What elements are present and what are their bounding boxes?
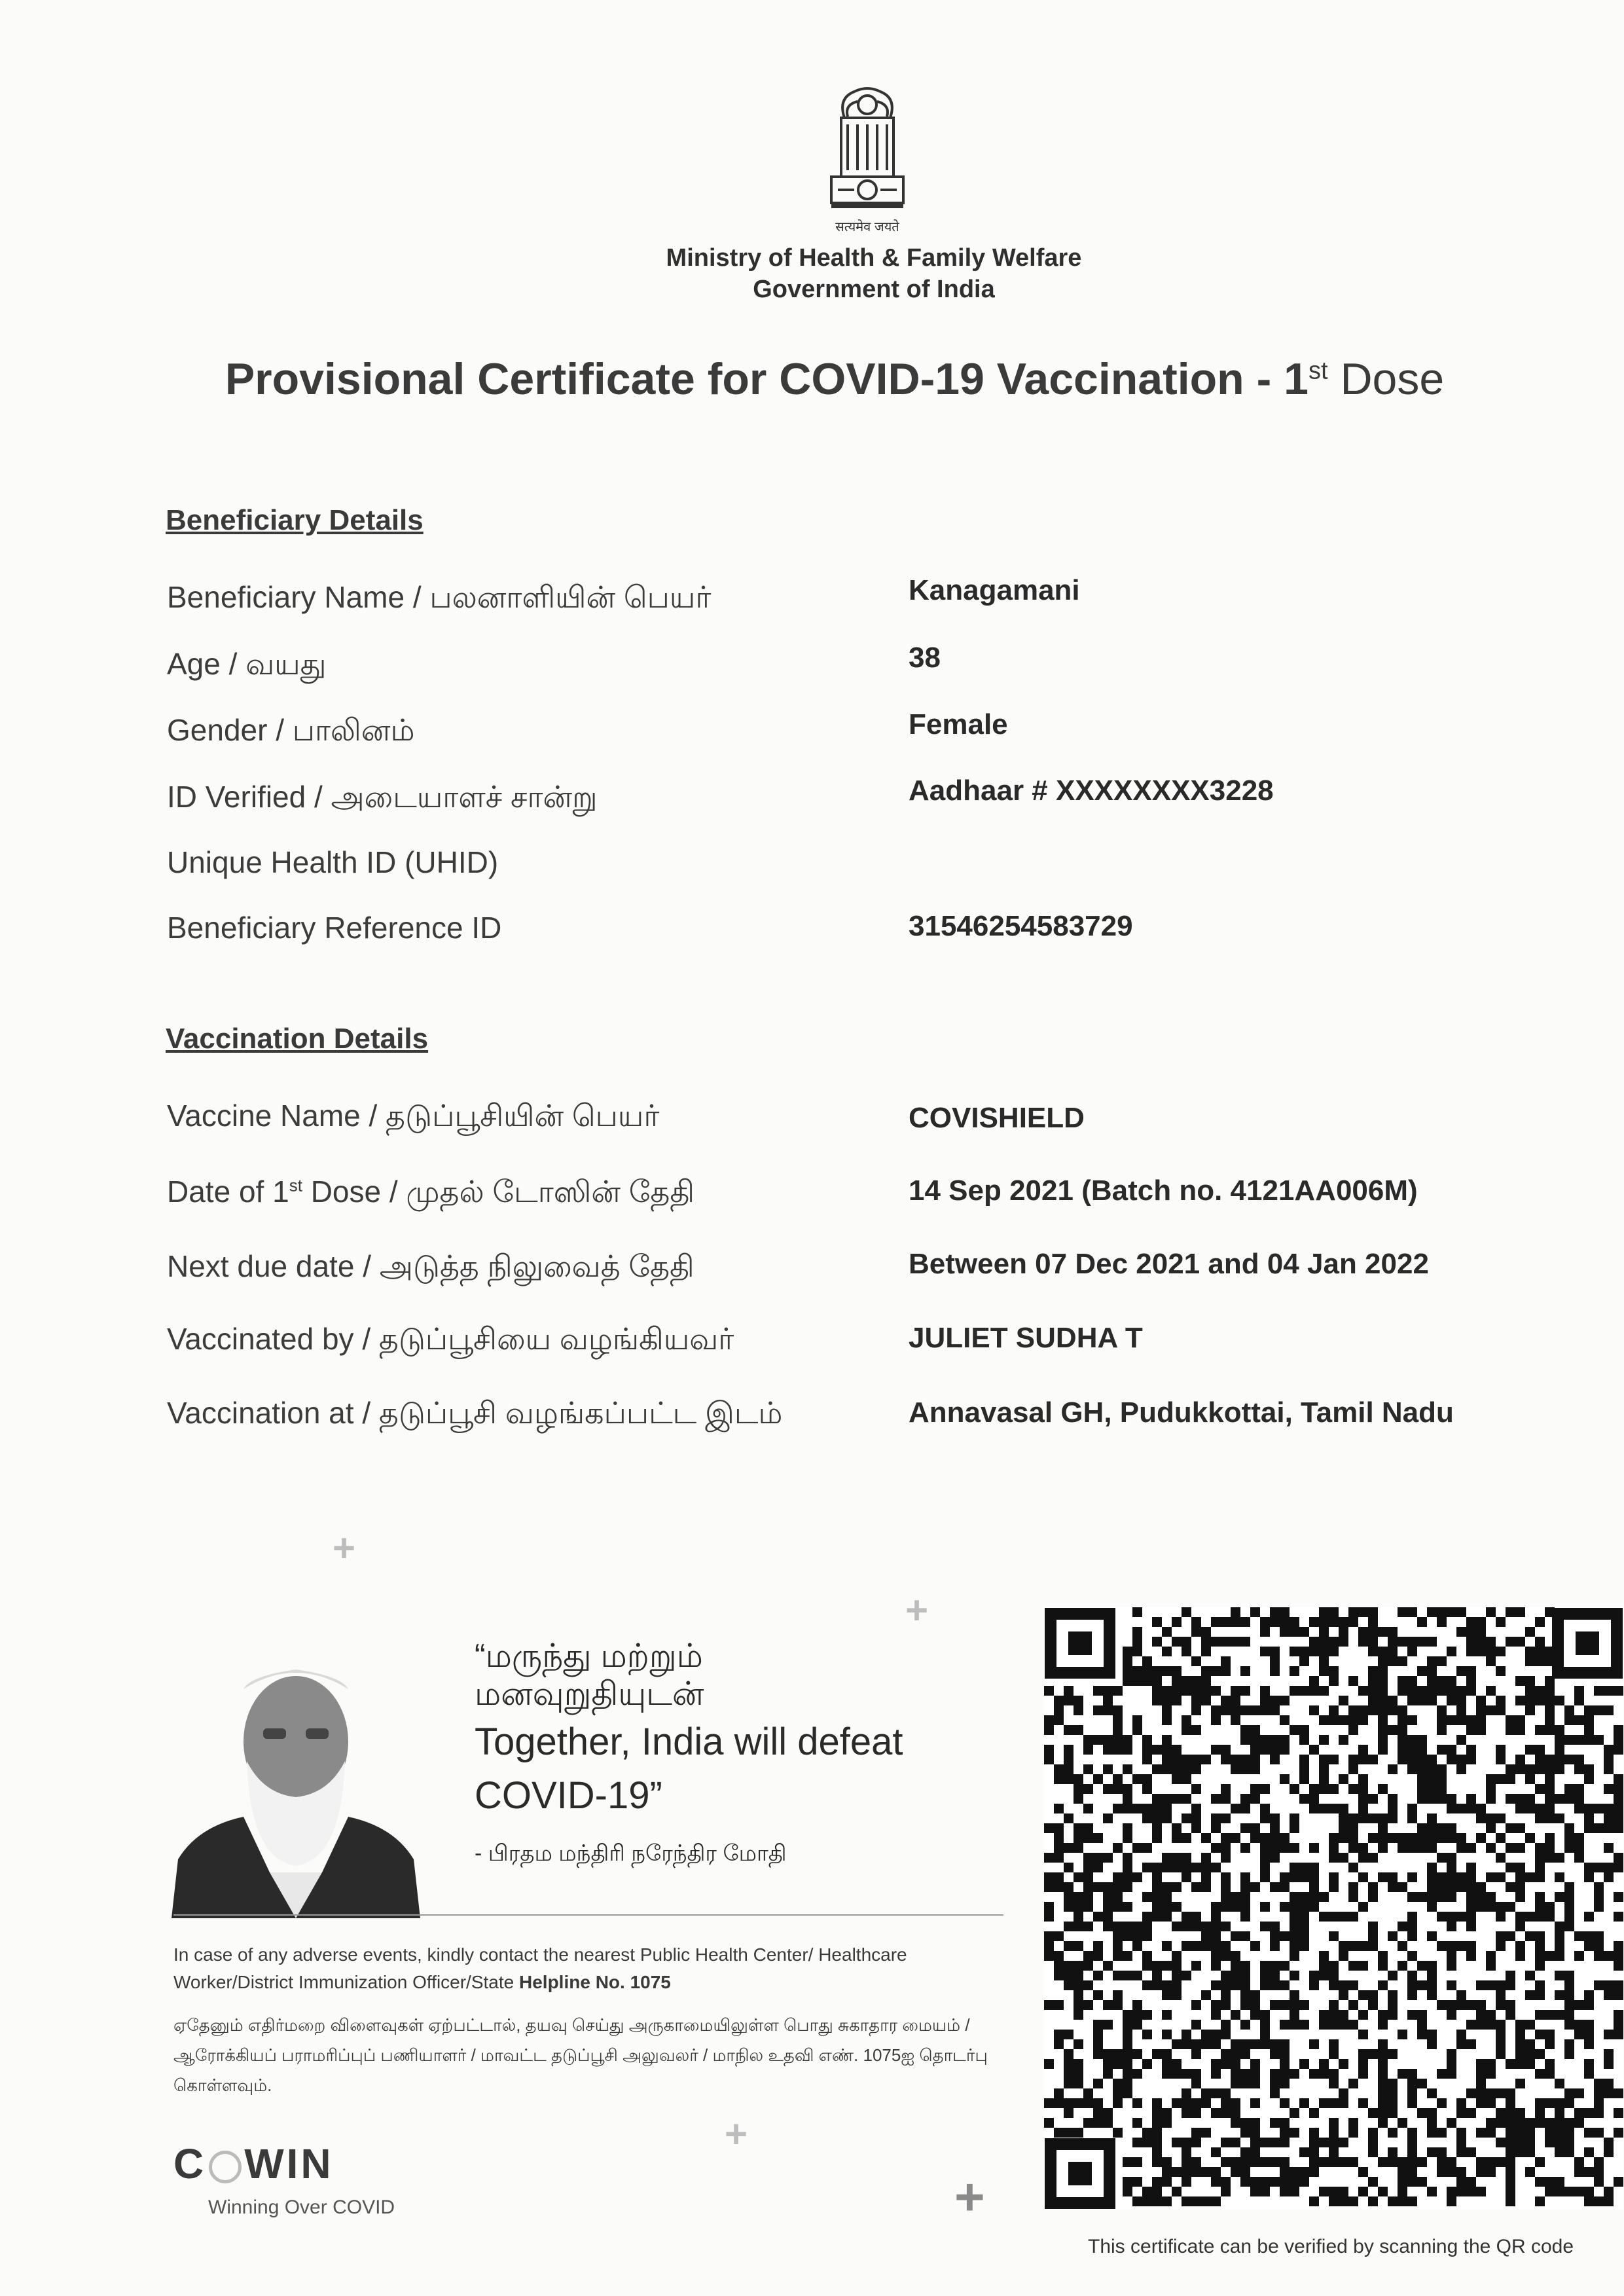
vaccinated-by-label: Vaccinated by / தடுப்பூசியை வழங்கியவர் [167,1322,734,1356]
quote-tamil-line1: “மருந்து மற்றும் [475,1637,703,1674]
first-dose-label-post: Dose / முதல் டோஸின் தேதி [302,1175,695,1209]
title-sup: st [1308,357,1328,385]
title-main: Provisional Certificate for COVID-19 Vaccination - 1 [225,354,1308,404]
next-due-date-value: Between 07 Dec 2021 and 04 Jan 2022 [909,1248,1429,1280]
next-due-date-label: Next due date / அடுத்த நிலுவைத் தேதி [167,1249,695,1283]
cowin-ring-icon [209,2151,242,2183]
vaccination-details-heading: Vaccination Details [166,1023,429,1055]
first-dose-label-pre: Date of 1 [167,1175,289,1209]
page-title [131,354,1538,405]
vaccinated-by-value: JULIET SUDHA T [909,1322,1143,1354]
gender-value: Female [909,708,1008,740]
advice-english-text: In case of any adverse events, kindly contact the nearest Public Health Center/ Healthcare Worker/District Immunization Officer/State [173,1944,907,1992]
cowin-logo [173,2140,334,2188]
vaccination-at-value: Annavasal GH, Pudukkottai, Tamil Nadu [909,1396,1454,1429]
plus-decoration-icon: + [725,2112,748,2156]
quote-attribution: - பிரதம மந்திரி நரேந்திர மோதி [475,1841,787,1866]
adverse-events-advice-tamil: ஏதேனும் எதிர்மறை விளைவுகள் ஏற்பட்டால், தயவு செய்து அருகாமையிலுள்ள பொது சுகாதார மையம் / ஆரோக்கியப் பராமரிப்புப் பணியாளர் / மாவட்ட தடுப்பூசி அலுவலர் / மாநில உதவி எண். 1075ஐ தொடர்பு கொள்ளவும். [173,2015,988,2095]
quote-english: Together, India will defeat COVID-19” [475,1721,903,1817]
cowin-logo-win: WIN [244,2140,334,2187]
beneficiary-details-heading: Beneficiary Details [166,504,424,536]
vaccine-name-label: Vaccine Name / தடுப்பூசியின் பெயர் [167,1099,660,1133]
cowin-logo-c: C [173,2140,207,2187]
title-dose: Dose [1340,354,1445,404]
beneficiary-name-label: Beneficiary Name / பலனாளியின் பெயர் [167,580,712,614]
divider [173,1914,1003,1916]
beneficiary-name-value: Kanagamani [909,574,1080,606]
plus-decoration-icon: + [333,1526,356,1570]
first-dose-date-label [167,1174,695,1214]
helpline-number: Helpline No. 1075 [519,1972,671,1992]
qr-code[interactable] [1044,1607,1623,2210]
government-line: Government of India [753,276,995,303]
cowin-tagline: Winning Over COVID [208,2196,395,2218]
gender-label: Gender / பாலினம் [167,713,415,747]
uhid-label: Unique Health ID (UHID) [167,845,499,879]
first-dose-label-sup: st [289,1175,302,1195]
reference-id-label: Beneficiary Reference ID [167,911,502,945]
id-verified-value: Aadhaar # XXXXXXXX3228 [909,774,1274,807]
ministry-line: Ministry of Health & Family Welfare [666,244,1082,272]
adverse-events-advice-english [173,1941,985,1996]
plus-decoration-icon: + [954,2168,985,2226]
emblem-motto: सत्यमेव जयते [835,220,899,234]
plus-decoration-icon: + [905,1588,929,1632]
verify-note: This certificate can be verified by scanning the QR code [1088,2236,1574,2257]
vaccination-at-label: Vaccination at / தடுப்பூசி வழங்கப்பட்ட இடம் [167,1396,783,1430]
vaccine-name-value: COVISHIELD [909,1102,1085,1134]
id-verified-label: ID Verified / அடையாளச் சான்று [167,780,598,814]
age-label: Age / வயது [167,647,327,681]
age-value: 38 [909,642,941,674]
reference-id-value: 31546254583729 [909,910,1133,942]
quote-tamil-line2: மனவுறுதியுடன் [475,1675,704,1712]
quote-tamil [475,1637,998,1713]
pm-portrait-image [171,1663,420,1918]
ministry-name [550,242,1198,305]
first-dose-date-value: 14 Sep 2021 (Batch no. 4121AA006M) [909,1175,1418,1207]
